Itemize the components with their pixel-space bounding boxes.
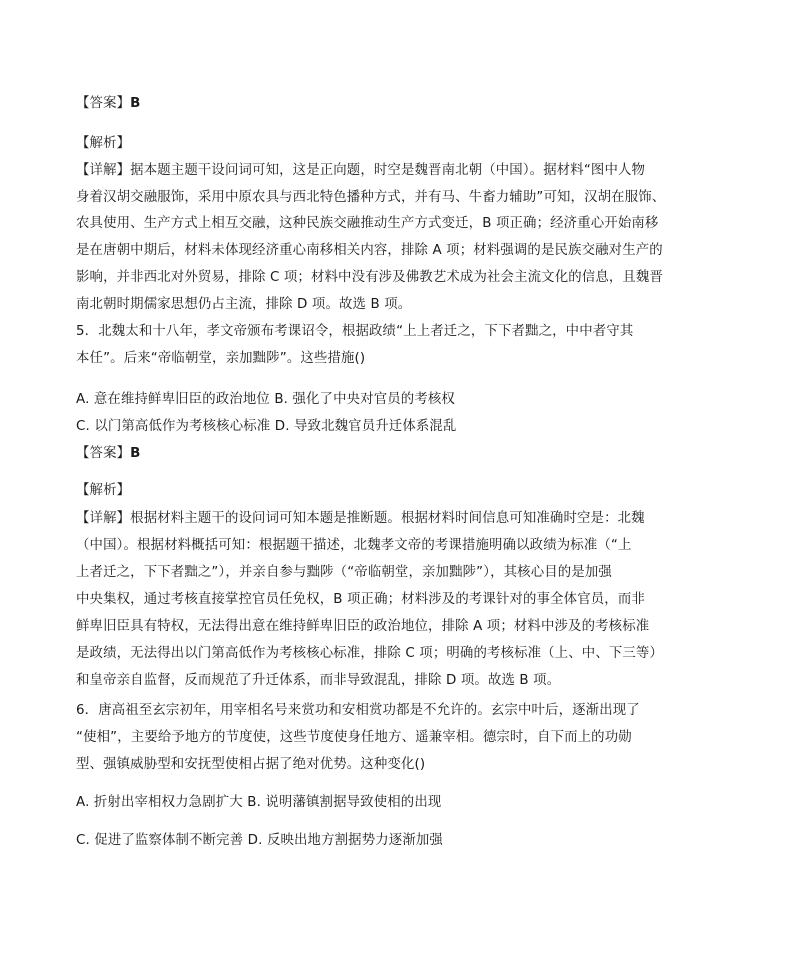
q6-stem-line: 型、强镇威胁型和安抚型使相占据了绝对优势。这种变化()	[76, 757, 426, 772]
q4-detail-line: 【详解】据本题主题干设问词可知，这是正向题，时空是魏晋南北朝（中国）。据材料“图中人物	[76, 163, 646, 178]
q4-answer-value: B	[130, 96, 141, 111]
q5-detail-line: 中央集权，通过考核直接掌控官员任免权，B 项正确；材料涉及的考课针对的事全体官员，而非	[76, 592, 645, 607]
q4-detail-line: 身着汉胡交融服饰，采用中原农具与西北特色播种方式，并有马、牛畜力辅助”可知，汉胡在服饰、	[76, 190, 666, 205]
q5-detail-line: 和皇帝亲自监督，反而规范了升迁体系，而非导致混乱，排除 D 项。故选 B 项。	[76, 673, 561, 688]
q4-answer-label: 【答案】	[76, 96, 131, 111]
q4-detail-line: 农具使用、生产方式上相互交融，这种民族交融推动生产方式变迁，B 项正确；经济重心开始南移	[76, 216, 659, 231]
q4-detail-line: 影响，并非西北对外贸易，排除 C 项；材料中没有涉及佛教艺术成为社会主流文化的信息，且魏晋	[76, 270, 664, 285]
q6-options-line: A. 折射出宰相权力急剧扩大 B. 说明藩镇割据导致使相的出现	[76, 795, 442, 810]
q5-answer-line	[76, 444, 141, 464]
q5-detail-line: 【详解】根据材料主题干的设问词可知本题是推断题。根据材料时间信息可知准确时空是：北魏	[76, 511, 645, 526]
q5-options-line: C. 以门第高低作为考核核心标准 D. 导致北魏官员升迁体系混乱	[76, 419, 457, 434]
q6-stem-line: 6．唐高祖至玄宗初年，用宰相名号来赏功和安相赏功都是不允许的。玄宗中叶后，逐渐出现了	[76, 703, 640, 718]
q4-answer-line	[76, 94, 141, 114]
q5-detail-line: 是政绩，无法得出以门第高低作为考核核心标准，排除 C 项；明确的考核标准（上、中、下三等）	[76, 646, 664, 661]
q5-answer-label: 【答案】	[76, 446, 131, 461]
q4-detail-line: 是在唐朝中期后，材料未体现经济重心南移相关内容，排除 A 项；材料强调的是民族交融对生产的	[76, 243, 663, 258]
q5-analysis-label: 【解析】	[76, 483, 131, 498]
q5-stem-line: 5．北魏太和十八年，孝文帝颁布考课诏令，根据政绩“上上者迁之，下下者黜之，中中者守其	[76, 324, 634, 339]
q5-stem-line: 本任”。后来“帝临朝堂，亲加黜陟”。这些措施()	[76, 351, 366, 366]
q5-options-line: A. 意在维持鲜卑旧臣的政治地位 B. 强化了中央对官员的考核权	[76, 392, 455, 407]
q5-detail-line: （中国）。根据材料概括可知：根据题干描述，北魏孝文帝的考课措施明确以政绩为标准（“上	[76, 538, 632, 553]
q5-detail-line: 上者迁之，下下者黜之”），并亲自参与黜陟（“帝临朝堂，亲加黜陟”），其核心目的是加强	[76, 565, 612, 580]
q6-stem-line: “使相”，主要给予地方的节度使，这些节度使身任地方、遥兼宰相。德宗时，自下而上的功勋	[76, 730, 632, 745]
q4-detail-line: 南北朝时期儒家思想仍占主流，排除 D 项。故选 B 项。	[76, 297, 412, 312]
q4-analysis-label: 【解析】	[76, 136, 131, 151]
q6-options-line: C. 促进了监察体制不断完善 D. 反映出地方割据势力逐渐加强	[76, 833, 443, 848]
q5-answer-value: B	[130, 446, 141, 461]
q5-detail-line: 鲜卑旧臣具有特权，无法得出意在维持鲜卑旧臣的政治地位，排除 A 项；材料中涉及的考核标准	[76, 619, 650, 634]
